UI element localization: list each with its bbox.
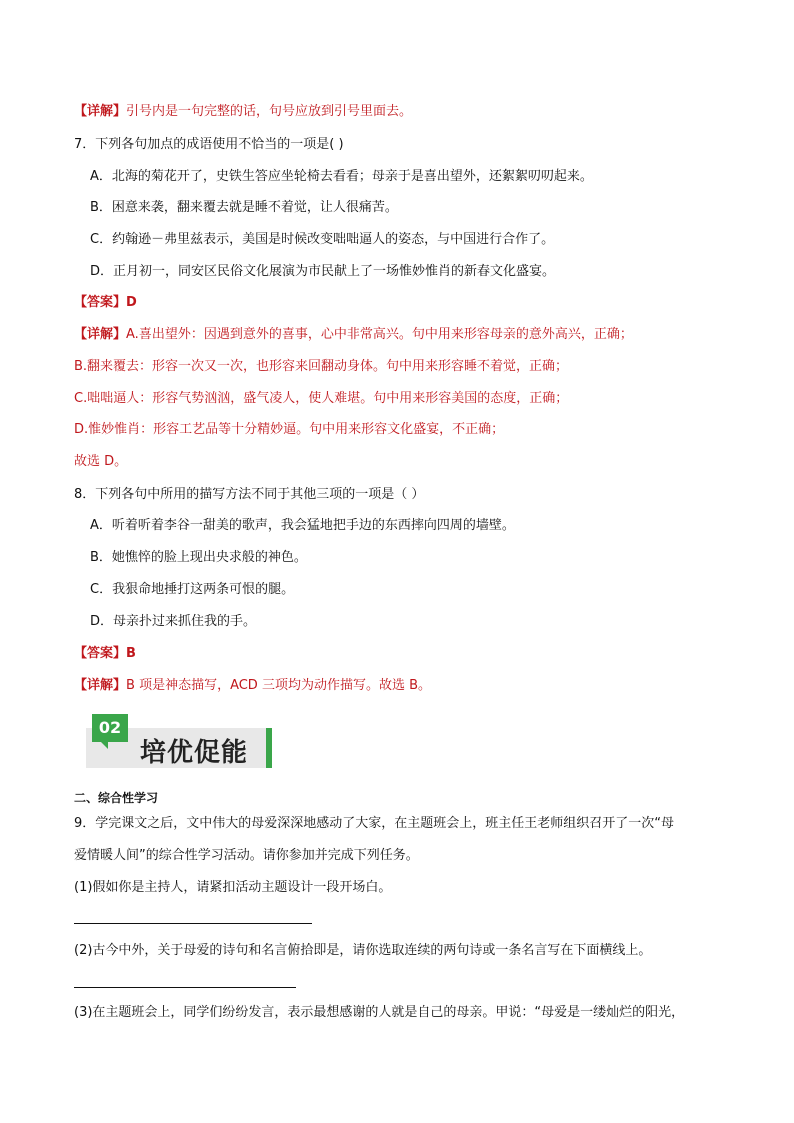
q8-option-c: C．我狠命地捶打这两条可恨的腿。 [90, 582, 295, 597]
section-heading: 二、综合性学习 [74, 791, 159, 805]
q7-option-b: B．困意来袭，翻来覆去就是睡不着觉，让人很痛苦。 [90, 200, 398, 215]
explain-tag: 【详解】 [74, 104, 127, 119]
q8-stem: 8．下列各句中所用的描写方法不同于其他三项的一项是（ ） [74, 487, 425, 502]
banner-accent-bar [266, 728, 272, 768]
q8-option-a: A．听着听着李谷一甜美的歌声，我会猛地把手边的东西摔向四周的墙壁。 [90, 518, 515, 533]
answer-line-2 [74, 987, 296, 988]
answer-value: B [126, 646, 136, 661]
q7-explanation-5: 故选 D。 [74, 454, 128, 469]
section-banner [86, 710, 276, 768]
explain-text: 引号内是一句完整的话，句号应放到引号里面去。 [126, 104, 413, 119]
q7-option-c: C．约翰逊－弗里兹表示，美国是时候改变咄咄逼人的姿态，与中国进行合作了。 [90, 232, 555, 247]
q8-option-d: D．母亲扑过来抓住我的手。 [90, 614, 257, 629]
q8-option-b: B．她憔悴的脸上现出央求般的神色。 [90, 550, 307, 565]
q7-explanation-3: C.咄咄逼人：形容气势汹汹，盛气凌人，使人难堪。句中用来形容美国的态度，正确； [74, 391, 569, 406]
explain-line: A.喜出望外：因遇到意外的喜事，心中非常高兴。句中用来形容母亲的意外高兴，正确； [126, 327, 633, 342]
explain-tag: 【详解】 [74, 678, 127, 693]
q7-explanation-2: B.翻来覆去：形容一次又一次，也形容来回翻动身体。句中用来形容睡不着觉，正确； [74, 359, 569, 374]
q7-explanation-4: D.惟妙惟肖：形容工艺品等十分精妙逼。句中用来形容文化盛宴，不正确； [74, 422, 505, 437]
explain-text: B 项是神态描写，ACD 三项均为动作描写。故选 B。 [126, 678, 432, 693]
explain-tag: 【详解】 [74, 327, 127, 342]
answer-tag: 【答案】 [74, 295, 127, 310]
answer-tag: 【答案】 [74, 646, 127, 661]
banner-title: 培优促能 [140, 738, 249, 768]
q9-sub1: (1)假如你是主持人，请紧扣活动主题设计一段开场白。 [74, 880, 392, 895]
q8-answer [74, 645, 136, 663]
q7-answer [74, 294, 137, 312]
q7-option-d: D．正月初一，同安区民俗文化展演为市民献上了一场惟妙惟肖的新春文化盛宴。 [90, 264, 556, 279]
q6-explanation [74, 103, 412, 121]
answer-value: D [126, 295, 137, 310]
q9-stem-line1: 9．学完课文之后，文中伟大的母爱深深地感动了大家，在主题班会上，班主任王老师组织召开了一次“母 [74, 816, 675, 831]
q9-sub3: (3)在主题班会上，同学们纷纷发言，表示最想感谢的人就是自己的母亲。甲说：“母爱是一缕灿烂的阳光， [74, 1005, 685, 1020]
banner-number: 02 [92, 714, 128, 742]
q9-stem-line2: 爱情暖人间”的综合性学习活动。请你参加并完成下列任务。 [74, 848, 419, 863]
answer-line-1 [74, 923, 312, 924]
q7-explanation-1 [74, 326, 633, 344]
q7-stem: 7．下列各句加点的成语使用不恰当的一项是( ) [74, 137, 344, 152]
q8-explanation [74, 677, 431, 695]
q7-option-a: A．北海的菊花开了，史铁生答应坐轮椅去看看；母亲于是喜出望外，还絮絮叨叨起来。 [90, 169, 593, 184]
q9-sub2: (2)古今中外，关于母爱的诗句和名言俯拾即是，请你选取连续的两句诗或一条名言写在下面横线上。 [74, 943, 652, 958]
